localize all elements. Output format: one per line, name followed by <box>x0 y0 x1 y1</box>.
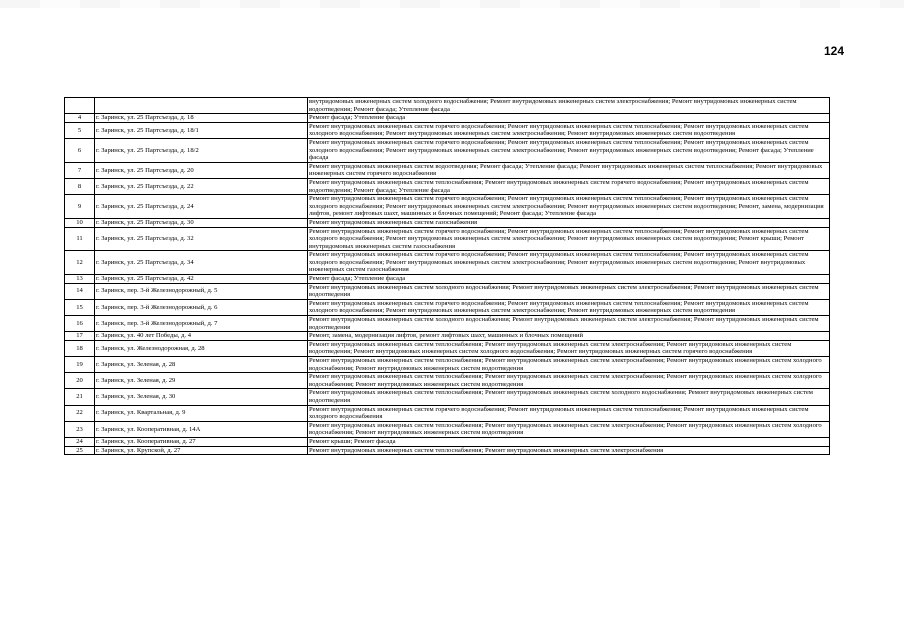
table-row <box>65 251 830 275</box>
row-work-types: Ремонт внутридомовых инженерных систем теплоснабжения; Ремонт внутридомовых инженерных систем электроснабжения; Ремонт внутридомовых инженерных систем водоотведения; Ремонт внутридомовых инженерных систем холодного водоснабжения; Ремонт внутридомовых инженерных систем горячего водоснабжения <box>308 340 830 356</box>
row-number: 14 <box>65 283 95 299</box>
row-address: г. Заринск, ул. 25 Партсъезда, д. 30 <box>95 218 308 227</box>
row-number: 12 <box>65 251 95 275</box>
row-address: г. Заринск, ул. Зеленая, д. 28 <box>95 357 308 373</box>
table-row <box>65 218 830 227</box>
row-address: г. Заринск, ул. 25 Партсъезда, д. 24 <box>95 195 308 219</box>
row-address: г. Заринск, ул. 25 Партсъезда, д. 32 <box>95 227 308 251</box>
row-address: г. Заринск, ул. Крупской, д. 27 <box>95 446 308 455</box>
row-number: 5 <box>65 122 95 138</box>
scan-border <box>0 0 904 8</box>
row-work-types: Ремонт внутридомовых инженерных систем теплоснабжения; Ремонт внутридомовых инженерных систем электроснабжения <box>308 446 830 455</box>
row-address: г. Заринск, ул. 25 Партсъезда, д. 42 <box>95 275 308 284</box>
row-number: 10 <box>65 218 95 227</box>
table-row <box>65 405 830 421</box>
row-number: 20 <box>65 373 95 389</box>
table-row <box>65 178 830 194</box>
row-address: г. Заринск, ул. Железнодорожная, д. 28 <box>95 340 308 356</box>
row-number: 22 <box>65 405 95 421</box>
table-row <box>65 283 830 299</box>
table-row <box>65 227 830 251</box>
table-row <box>65 421 830 437</box>
row-work-types: Ремонт внутридомовых инженерных систем теплоснабжения; Ремонт внутридомовых инженерных систем электроснабжения; Ремонт внутридомовых инженерных систем холодного водоснабжения; Ремонт внутридомовых инженерных систем водоотведения <box>308 373 830 389</box>
row-work-types: Ремонт крыши; Ремонт фасада <box>308 437 830 446</box>
row-number: 6 <box>65 138 95 162</box>
row-work-types: Ремонт внутридомовых инженерных систем водоотведения; Ремонт фасада; Утепление фасада; Ремонт внутридомовых инженерных систем теплоснабжения; Ремонт внутридомовых инженерных систем горячего водоснабжения <box>308 162 830 178</box>
row-work-types: Ремонт внутридомовых инженерных систем теплоснабжения; Ремонт внутридомовых инженерных систем электроснабжения; Ремонт внутридомовых инженерных систем холодного водоснабжения; Ремонт внутридомовых инженерных систем водоотведения <box>308 421 830 437</box>
row-address <box>95 98 308 114</box>
table-row <box>65 275 830 284</box>
row-number: 23 <box>65 421 95 437</box>
row-address: г. Заринск, ул. Кооперативная, д. 14А <box>95 421 308 437</box>
row-work-types: Ремонт внутридомовых инженерных систем горячего водоснабжения; Ремонт внутридомовых инженерных систем теплоснабжения; Ремонт внутридомовых инженерных систем холодного водоснабжения; Ремонт внутридомовых инженерных систем электроснабжения; Ремонт внутридомовых инженерных систем водоотведения; Ремонт фасада; Утепление фасада <box>308 138 830 162</box>
row-number <box>65 98 95 114</box>
row-work-types: Ремонт фасада; Утепление фасада <box>308 275 830 284</box>
page-number: 124 <box>824 44 845 58</box>
row-number: 16 <box>65 316 95 332</box>
row-work-types: Ремонт внутридомовых инженерных систем горячего водоснабжения; Ремонт внутридомовых инженерных систем теплоснабжения; Ремонт внутридомовых инженерных систем холодного водоснабжения; Ремонт внутридомовых инженерных систем электроснабжения; Ремонт внутридомовых инженерных систем водоотведения; Ремонт крыши; Ремонт внутридомовых инженерных систем газоснабжения <box>308 227 830 251</box>
row-address: г. Заринск, ул. 25 Партсъезда, д. 20 <box>95 162 308 178</box>
row-number: 18 <box>65 340 95 356</box>
table-row <box>65 357 830 373</box>
row-address: г. Заринск, ул. 40 лет Победы, д. 4 <box>95 332 308 341</box>
row-work-types: Ремонт внутридомовых инженерных систем теплоснабжения; Ремонт внутридомовых инженерных систем холодного водоснабжения; Ремонт внутридомовых инженерных систем водоотведения <box>308 389 830 405</box>
row-work-types: Ремонт, замена, модернизация лифтов, ремонт лифтовых шахт, машинных и блочных помещений <box>308 332 830 341</box>
row-address: г. Заринск, пер. 3-й Железнодорожный, д. 6 <box>95 299 308 315</box>
table-row <box>65 122 830 138</box>
table-row <box>65 446 830 455</box>
row-number: 15 <box>65 299 95 315</box>
row-address: г. Заринск, ул. 25 Партсъезда, д. 18/2 <box>95 138 308 162</box>
row-number: 8 <box>65 178 95 194</box>
row-number: 9 <box>65 195 95 219</box>
repair-schedule-table <box>64 97 830 455</box>
row-number: 17 <box>65 332 95 341</box>
row-address: г. Заринск, пер. 3-й Железнодорожный, д. 7 <box>95 316 308 332</box>
row-work-types: Ремонт внутридомовых инженерных систем газоснабжения <box>308 218 830 227</box>
row-number: 25 <box>65 446 95 455</box>
row-address: г. Заринск, ул. 25 Партсъезда, д. 34 <box>95 251 308 275</box>
row-work-types: Ремонт внутридомовых инженерных систем холодного водоснабжения; Ремонт внутридомовых инженерных систем электроснабжения; Ремонт внутридомовых инженерных систем водоотведения <box>308 283 830 299</box>
row-address: г. Заринск, ул. Квартальная, д. 9 <box>95 405 308 421</box>
row-number: 13 <box>65 275 95 284</box>
table-row <box>65 332 830 341</box>
table-row <box>65 98 830 114</box>
row-number: 11 <box>65 227 95 251</box>
table-row <box>65 162 830 178</box>
table-row <box>65 138 830 162</box>
row-number: 21 <box>65 389 95 405</box>
row-address: г. Заринск, ул. 25 Партсъезда, д. 22 <box>95 178 308 194</box>
row-number: 4 <box>65 114 95 123</box>
row-work-types: Ремонт внутридомовых инженерных систем холодного водоснабжения; Ремонт внутридомовых инженерных систем электроснабжения; Ремонт внутридомовых инженерных систем водоотведения <box>308 316 830 332</box>
row-work-types: Ремонт внутридомовых инженерных систем теплоснабжения; Ремонт внутридомовых инженерных систем электроснабжения; Ремонт внутридомовых инженерных систем холодного водоснабжения; Ремонт внутридомовых инженерных систем водоотведения <box>308 357 830 373</box>
table-row <box>65 316 830 332</box>
row-address: г. Заринск, ул. 25 Партсъезда, д. 18 <box>95 114 308 123</box>
row-work-types: Ремонт внутридомовых инженерных систем горячего водоснабжения; Ремонт внутридомовых инженерных систем теплоснабжения; Ремонт внутридомовых инженерных систем холодного водоснабжения; Ремонт внутридомовых инженерных систем электроснабжения; Ремонт внутридомовых инженерных систем водоотведения; Ремонт внутридомовых инженерных систем газоснабжения <box>308 251 830 275</box>
row-address: г. Заринск, пер. 3-й Железнодорожный, д. 5 <box>95 283 308 299</box>
row-work-types: Ремонт внутридомовых инженерных систем горячего водоснабжения; Ремонт внутридомовых инженерных систем теплоснабжения; Ремонт внутридомовых инженерных систем холодного водоснабжения <box>308 405 830 421</box>
table-row <box>65 299 830 315</box>
table-row <box>65 114 830 123</box>
table-row <box>65 195 830 219</box>
row-work-types: Ремонт внутридомовых инженерных систем горячего водоснабжения; Ремонт внутридомовых инженерных систем теплоснабжения; Ремонт внутридомовых инженерных систем холодного водоснабжения; Ремонт внутридомовых инженерных систем электроснабжения; Ремонт внутридомовых инженерных систем водоотведения <box>308 122 830 138</box>
row-address: г. Заринск, ул. Зеленая, д. 30 <box>95 389 308 405</box>
row-work-types: Ремонт внутридомовых инженерных систем теплоснабжения; Ремонт внутридомовых инженерных систем горячего водоснабжения; Ремонт внутридомовых инженерных систем водоотведения; Ремонт фасада; Утепление фасада <box>308 178 830 194</box>
row-work-types: Ремонт внутридомовых инженерных систем горячего водоснабжения; Ремонт внутридомовых инженерных систем теплоснабжения; Ремонт внутридомовых инженерных систем холодного водоснабжения; Ремонт внутридомовых инженерных систем электроснабжения; Ремонт внутридомовых инженерных систем водоотведения; Ремонт, замена, модернизация лифтов, ремонт лифтовых шахт, машинных и блочных помещений; Ремонт фасада; Утепление фасада <box>308 195 830 219</box>
table-row <box>65 389 830 405</box>
table-row <box>65 373 830 389</box>
table-row <box>65 340 830 356</box>
row-number: 24 <box>65 437 95 446</box>
row-work-types: внутридомовых инженерных систем холодного водоснабжения; Ремонт внутридомовых инженерных систем электроснабжения; Ремонт внутридомовых инженерных систем водоотведения; Ремонт фасада; Утепление фасада <box>308 98 830 114</box>
row-number: 7 <box>65 162 95 178</box>
row-work-types: Ремонт фасада; Утепление фасада <box>308 114 830 123</box>
row-address: г. Заринск, ул. 25 Партсъезда, д. 18/1 <box>95 122 308 138</box>
row-number: 19 <box>65 357 95 373</box>
row-address: г. Заринск, ул. Кооперативная, д. 27 <box>95 437 308 446</box>
row-address: г. Заринск, ул. Зеленая, д. 29 <box>95 373 308 389</box>
row-work-types: Ремонт внутридомовых инженерных систем горячего водоснабжения; Ремонт внутридомовых инженерных систем теплоснабжения; Ремонт внутридомовых инженерных систем холодного водоснабжения; Ремонт внутридомовых инженерных систем электроснабжения; Ремонт внутридомовых инженерных систем водоотведения <box>308 299 830 315</box>
table-body <box>65 98 830 455</box>
table-row <box>65 437 830 446</box>
